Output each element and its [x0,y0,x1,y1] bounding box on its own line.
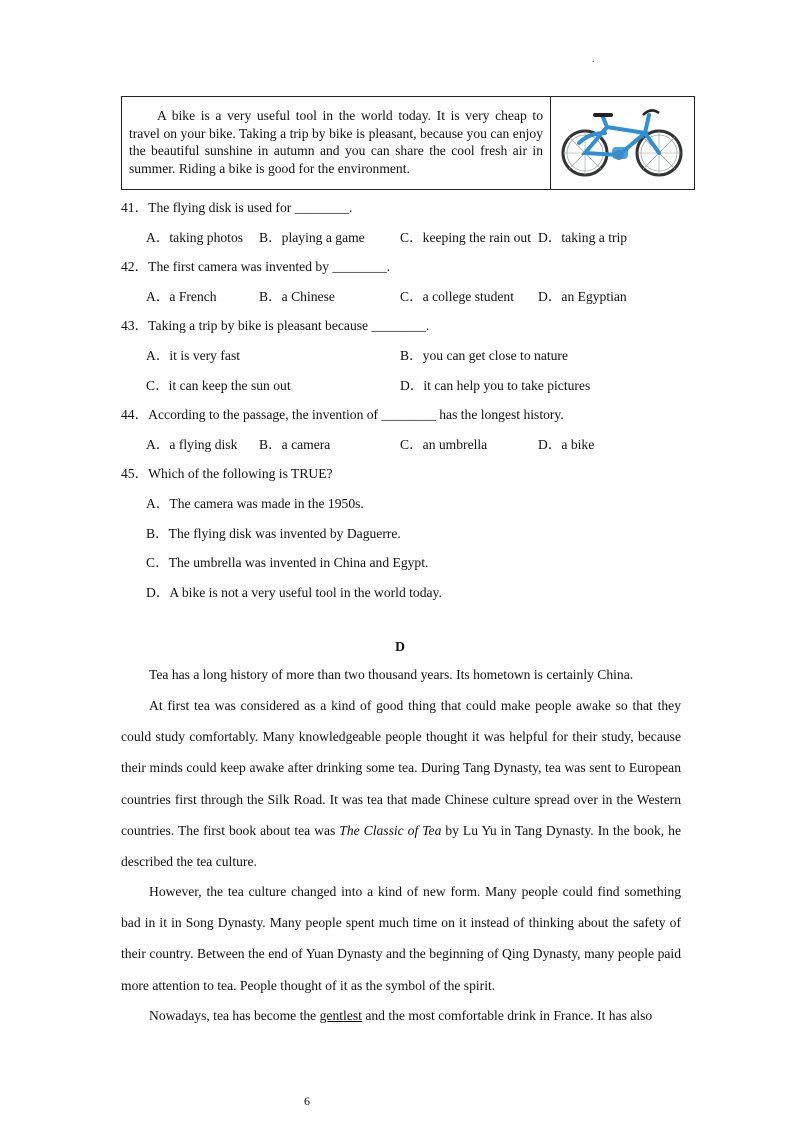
paragraph-3-text: However, the tea culture changed into a kind of new form. Many people could find something bad in it in Song Dynasty. Many people spent much time on it instead of thinking about the safety of their country. Between the end of Yuan Dynasty and the beginning of Qing Dynasty, many people paid more attention to tea. People thought of it as the symbol of the spirit. [121,884,681,993]
q44-option-b: B．a camera [259,437,331,452]
q43-option-d: D．it can help you to take pictures [400,378,591,393]
question-43: 43．Taking a trip by bike is pleasant because ________. [121,318,430,333]
q42-option-a: A．a French [146,289,217,304]
q44-option-a: A．a flying disk [146,437,238,452]
q42-option-c: C．a college student [400,289,515,304]
section-title: D [395,639,405,654]
paragraph-1 [121,659,681,690]
q41-option-a: A．taking photos [146,230,244,245]
underlined-word: gentlest [319,1008,362,1023]
paragraph-2-text-b: by Lu Yu in Tang Dynasty. In the book, he described the tea culture. [121,822,681,870]
q41-option-c: C．keeping the rain out [400,230,531,245]
paragraph-2-text-a: At first tea was considered as a kind of good thing that could make people awake so that they could study comfortably. Many knowledgeable people thought it was helpful for their study, because their minds could keep awake after drinking some tea. During Tang Dynasty, tea was sent to European countries first through the Silk Road. It was tea that made Chinese culture spread over in the Western countries. The first book about tea was [121,698,681,838]
book-title: The Classic of Tea [339,822,442,838]
question-45: 45．Which of the following is TRUE? [121,466,333,481]
q43-option-c: C．it can keep the sun out [146,378,291,393]
q44-option-c: C．an umbrella [400,437,488,452]
paragraph-3 [121,876,681,1001]
paragraph-4-text-a: Nowadays, tea has become the [149,1008,320,1023]
question-41: 41．The flying disk is used for ________. [121,200,353,215]
paragraph-2 [121,690,681,877]
q42-option-b: B．a Chinese [259,289,335,304]
paragraph-4-text-b: and the most comfortable drink in France. It has also [361,1008,653,1023]
passage-text: A bike is a very useful tool in the world today. It is very cheap to travel on your bike. Taking a trip by bike is pleasant, because you can enjoy the beautiful sunshine in autumn and you can share the cool fresh air in summer. Riding a bike is good for the environment. [129,108,543,176]
q45-option-d: D．A bike is not a very useful tool in the world today. [146,585,442,600]
question-42: 42．The first camera was invented by ________. [121,259,391,274]
paragraph-1-text: Tea has a long history of more than two thousand years. Its hometown is certainly China. [149,667,634,682]
q41-option-b: B．playing a game [259,230,365,245]
page-number: 6 [304,1094,310,1108]
header-mark: . [592,54,595,65]
q45-option-a: A．The camera was made in the 1950s. [146,496,364,511]
paragraph-4 [121,1000,681,1031]
q41-option-d: D．taking a trip [538,230,628,245]
q42-option-d: D．an Egyptian [538,289,627,304]
q45-option-c: C．The umbrella was invented in China and Egypt. [146,555,429,570]
passage-box [121,96,695,190]
bicycle-icon [559,103,687,183]
q44-option-d: D．a bike [538,437,595,452]
question-44: 44．According to the passage, the invention of ________ has the longest history. [121,407,564,422]
q45-option-b: B．The flying disk was invented by Daguerre. [146,526,401,541]
q43-option-a: A．it is very fast [146,348,241,363]
passage-divider [550,97,551,189]
q43-option-b: B．you can get close to nature [400,348,568,363]
